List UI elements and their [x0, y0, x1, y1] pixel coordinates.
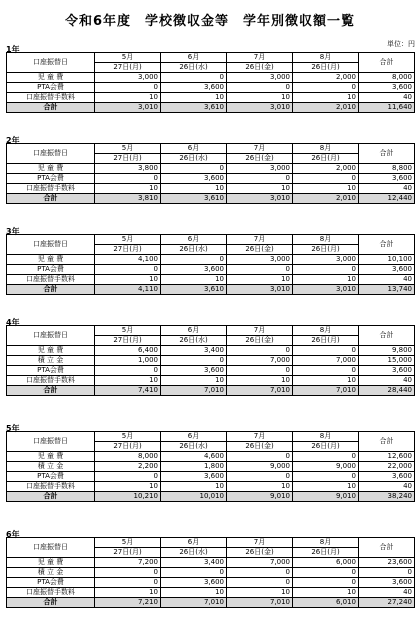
cell-value: 3,600	[161, 83, 227, 93]
cell-value: 10	[95, 588, 161, 598]
cell-value: 8,000	[95, 452, 161, 462]
cell-value: 0	[161, 164, 227, 174]
cell-value: 6,000	[293, 558, 359, 568]
row-label: 児 童 費	[7, 452, 95, 462]
header-total: 合計	[359, 144, 415, 164]
row-total: 9,800	[359, 346, 415, 356]
header-month: 7月	[227, 432, 293, 442]
header-month: 8月	[293, 326, 359, 336]
sum-label: 合計	[7, 492, 95, 502]
cell-value: 0	[293, 366, 359, 376]
sum-value: 3,810	[95, 194, 161, 204]
sum-value: 7,210	[95, 598, 161, 608]
table-row	[7, 462, 415, 472]
cell-value: 10	[95, 184, 161, 194]
cell-value: 0	[95, 472, 161, 482]
row-total: 40	[359, 93, 415, 103]
grand-total: 38,240	[359, 492, 415, 502]
sum-row	[7, 598, 415, 608]
table-row	[7, 568, 415, 578]
row-label: 口座振替手数料	[7, 376, 95, 386]
sum-value: 6,010	[293, 598, 359, 608]
header-date: 26日(金)	[227, 442, 293, 452]
row-label: 児 童 費	[7, 346, 95, 356]
header-date: 26日(水)	[161, 442, 227, 452]
grade-label: 3年	[6, 227, 20, 236]
sum-value: 9,010	[227, 492, 293, 502]
grade-section	[6, 530, 414, 608]
cell-value: 0	[293, 83, 359, 93]
row-total: 40	[359, 482, 415, 492]
header-total: 合計	[359, 326, 415, 346]
cell-value: 3,600	[161, 366, 227, 376]
header-date: 26日(水)	[161, 245, 227, 255]
cell-value: 0	[293, 452, 359, 462]
row-total: 12,600	[359, 452, 415, 462]
row-label: 口座振替手数料	[7, 275, 95, 285]
row-total: 40	[359, 588, 415, 598]
cell-value: 3,000	[227, 255, 293, 265]
table-row	[7, 482, 415, 492]
sum-value: 7,010	[161, 598, 227, 608]
header-date: 26日(水)	[161, 548, 227, 558]
cell-value: 10	[161, 184, 227, 194]
cell-value: 1,800	[161, 462, 227, 472]
table-row	[7, 472, 415, 482]
header-date: 27日(月)	[95, 154, 161, 164]
table-row	[7, 558, 415, 568]
table-row	[7, 452, 415, 462]
header-transfer-date-label: 口座振替日	[7, 53, 95, 73]
cell-value: 10	[293, 588, 359, 598]
row-label: PTA会費	[7, 578, 95, 588]
header-date: 26日(水)	[161, 63, 227, 73]
cell-value: 10	[95, 482, 161, 492]
cell-value: 3,600	[161, 578, 227, 588]
header-date: 26日(月)	[293, 548, 359, 558]
grand-total: 11,640	[359, 103, 415, 113]
cell-value: 0	[95, 568, 161, 578]
sum-value: 9,010	[293, 492, 359, 502]
cell-value: 3,600	[161, 265, 227, 275]
header-month: 5月	[95, 538, 161, 548]
header-month: 5月	[95, 326, 161, 336]
cell-value: 0	[227, 568, 293, 578]
cell-value: 0	[161, 255, 227, 265]
cell-value: 2,000	[293, 164, 359, 174]
table-row	[7, 265, 415, 275]
grand-total: 12,440	[359, 194, 415, 204]
sum-value: 4,110	[95, 285, 161, 295]
sum-value: 10,210	[95, 492, 161, 502]
cell-value: 10	[227, 588, 293, 598]
header-total: 合計	[359, 53, 415, 73]
table-row	[7, 356, 415, 366]
cell-value: 0	[293, 174, 359, 184]
row-label: 口座振替手数料	[7, 482, 95, 492]
row-label: PTA会費	[7, 174, 95, 184]
cell-value: 10	[293, 93, 359, 103]
cell-value: 10	[161, 376, 227, 386]
sum-value: 3,010	[227, 285, 293, 295]
row-label: 児 童 費	[7, 255, 95, 265]
cell-value: 7,000	[293, 356, 359, 366]
cell-value: 0	[161, 568, 227, 578]
row-total: 0	[359, 568, 415, 578]
grand-total: 13,740	[359, 285, 415, 295]
row-total: 40	[359, 275, 415, 285]
sum-value: 7,010	[227, 598, 293, 608]
cell-value: 3,600	[161, 174, 227, 184]
header-transfer-date-label: 口座振替日	[7, 538, 95, 558]
cell-value: 0	[227, 366, 293, 376]
cell-value: 3,000	[227, 73, 293, 83]
cell-value: 0	[95, 265, 161, 275]
table-row	[7, 588, 415, 598]
table-row	[7, 275, 415, 285]
cell-value: 0	[227, 472, 293, 482]
cell-value: 7,200	[95, 558, 161, 568]
header-month: 6月	[161, 235, 227, 245]
header-date: 26日(金)	[227, 548, 293, 558]
grade-table	[6, 325, 415, 396]
grade-table	[6, 143, 415, 204]
header-month: 5月	[95, 144, 161, 154]
sum-row	[7, 386, 415, 396]
header-date: 26日(月)	[293, 154, 359, 164]
sum-label: 合計	[7, 285, 95, 295]
grand-total: 28,440	[359, 386, 415, 396]
row-label: 口座振替手数料	[7, 184, 95, 194]
cell-value: 0	[161, 356, 227, 366]
cell-value: 0	[227, 578, 293, 588]
row-label: PTA会費	[7, 265, 95, 275]
cell-value: 10	[95, 275, 161, 285]
header-date: 27日(月)	[95, 442, 161, 452]
cell-value: 0	[293, 472, 359, 482]
header-transfer-date-label: 口座振替日	[7, 235, 95, 255]
header-date: 26日(金)	[227, 245, 293, 255]
grade-section	[6, 318, 414, 396]
table-row	[7, 255, 415, 265]
row-total: 40	[359, 376, 415, 386]
sum-value: 3,010	[227, 194, 293, 204]
grade-label: 1年	[6, 45, 20, 54]
cell-value: 0	[293, 578, 359, 588]
row-total: 3,600	[359, 265, 415, 275]
cell-value: 0	[95, 366, 161, 376]
sum-value: 3,610	[161, 103, 227, 113]
header-date: 26日(金)	[227, 336, 293, 346]
header-date: 26日(月)	[293, 63, 359, 73]
cell-value: 9,000	[293, 462, 359, 472]
cell-value: 2,200	[95, 462, 161, 472]
cell-value: 0	[293, 265, 359, 275]
header-transfer-date-label: 口座振替日	[7, 144, 95, 164]
header-total: 合計	[359, 235, 415, 255]
row-label: 積 立 金	[7, 568, 95, 578]
row-total: 23,600	[359, 558, 415, 568]
grade-table	[6, 431, 415, 502]
header-month: 8月	[293, 538, 359, 548]
header-date: 26日(月)	[293, 442, 359, 452]
sum-value: 10,010	[161, 492, 227, 502]
cell-value: 2,000	[293, 73, 359, 83]
cell-value: 3,600	[161, 472, 227, 482]
grade-label: 6年	[6, 530, 20, 539]
header-date: 26日(水)	[161, 154, 227, 164]
cell-value: 4,600	[161, 452, 227, 462]
header-month: 6月	[161, 53, 227, 63]
grade-section	[6, 424, 414, 502]
sum-value: 7,010	[293, 386, 359, 396]
row-total: 15,000	[359, 356, 415, 366]
grade-section	[6, 45, 414, 113]
header-month: 6月	[161, 326, 227, 336]
header-month: 6月	[161, 432, 227, 442]
header-total: 合計	[359, 538, 415, 558]
grade-section	[6, 136, 414, 204]
cell-value: 10	[227, 376, 293, 386]
cell-value: 6,400	[95, 346, 161, 356]
header-total: 合計	[359, 432, 415, 452]
header-month: 5月	[95, 432, 161, 442]
header-month: 8月	[293, 144, 359, 154]
header-date: 27日(月)	[95, 245, 161, 255]
cell-value: 0	[227, 265, 293, 275]
sum-value: 3,610	[161, 194, 227, 204]
grade-table	[6, 234, 415, 295]
grade-label: 5年	[6, 424, 20, 433]
cell-value: 3,000	[95, 73, 161, 83]
header-month: 7月	[227, 235, 293, 245]
sum-label: 合計	[7, 386, 95, 396]
header-transfer-date-label: 口座振替日	[7, 326, 95, 346]
cell-value: 0	[161, 73, 227, 83]
row-label: 口座振替手数料	[7, 93, 95, 103]
cell-value: 10	[293, 275, 359, 285]
cell-value: 10	[227, 184, 293, 194]
grade-section	[6, 227, 414, 295]
sum-label: 合計	[7, 598, 95, 608]
sum-label: 合計	[7, 103, 95, 113]
cell-value: 10	[227, 93, 293, 103]
cell-value: 0	[95, 83, 161, 93]
cell-value: 0	[227, 174, 293, 184]
cell-value: 10	[227, 482, 293, 492]
row-label: 積 立 金	[7, 462, 95, 472]
cell-value: 4,100	[95, 255, 161, 265]
row-total: 3,600	[359, 578, 415, 588]
row-total: 3,600	[359, 366, 415, 376]
grand-total: 27,240	[359, 598, 415, 608]
row-label: PTA会費	[7, 366, 95, 376]
row-total: 40	[359, 184, 415, 194]
cell-value: 3,800	[95, 164, 161, 174]
row-label: PTA会費	[7, 83, 95, 93]
grade-table	[6, 52, 415, 113]
table-row	[7, 83, 415, 93]
sum-row	[7, 285, 415, 295]
header-date: 26日(月)	[293, 245, 359, 255]
table-row	[7, 73, 415, 83]
sum-value: 3,010	[227, 103, 293, 113]
sum-value: 3,010	[293, 285, 359, 295]
row-label: 積 立 金	[7, 356, 95, 366]
table-row	[7, 174, 415, 184]
sum-value: 2,010	[293, 103, 359, 113]
header-month: 6月	[161, 538, 227, 548]
row-label: PTA会費	[7, 472, 95, 482]
sum-row	[7, 194, 415, 204]
row-total: 22,000	[359, 462, 415, 472]
cell-value: 10	[293, 376, 359, 386]
cell-value: 3,400	[161, 346, 227, 356]
cell-value: 0	[95, 174, 161, 184]
sum-label: 合計	[7, 194, 95, 204]
grade-label: 2年	[6, 136, 20, 145]
cell-value: 3,400	[161, 558, 227, 568]
header-month: 5月	[95, 53, 161, 63]
cell-value: 1,000	[95, 356, 161, 366]
header-month: 5月	[95, 235, 161, 245]
header-date: 26日(月)	[293, 336, 359, 346]
cell-value: 0	[227, 346, 293, 356]
row-total: 3,600	[359, 472, 415, 482]
cell-value: 0	[293, 346, 359, 356]
header-month: 7月	[227, 538, 293, 548]
cell-value: 0	[95, 578, 161, 588]
table-row	[7, 578, 415, 588]
header-date: 26日(水)	[161, 336, 227, 346]
cell-value: 7,000	[227, 356, 293, 366]
sum-row	[7, 103, 415, 113]
cell-value: 10	[95, 93, 161, 103]
table-row	[7, 376, 415, 386]
sum-value: 3,610	[161, 285, 227, 295]
table-row	[7, 164, 415, 174]
header-date: 26日(金)	[227, 154, 293, 164]
table-row	[7, 346, 415, 356]
sum-value: 3,010	[95, 103, 161, 113]
cell-value: 0	[227, 452, 293, 462]
header-month: 6月	[161, 144, 227, 154]
table-row	[7, 366, 415, 376]
sum-value: 7,010	[161, 386, 227, 396]
cell-value: 10	[293, 184, 359, 194]
row-label: 児 童 費	[7, 558, 95, 568]
row-label: 児 童 費	[7, 73, 95, 83]
sum-value: 7,410	[95, 386, 161, 396]
sum-value: 7,010	[227, 386, 293, 396]
row-total: 3,600	[359, 83, 415, 93]
cell-value: 0	[293, 568, 359, 578]
header-date: 27日(月)	[95, 63, 161, 73]
cell-value: 3,000	[227, 164, 293, 174]
unit-label: 単位：円	[387, 40, 415, 48]
row-label: 口座振替手数料	[7, 588, 95, 598]
grade-label: 4年	[6, 318, 20, 327]
header-transfer-date-label: 口座振替日	[7, 432, 95, 452]
cell-value: 10	[95, 376, 161, 386]
header-month: 7月	[227, 144, 293, 154]
table-row	[7, 93, 415, 103]
sum-row	[7, 492, 415, 502]
header-month: 8月	[293, 53, 359, 63]
cell-value: 7,000	[227, 558, 293, 568]
document-title: 令和6年度 学校徴収金等 学年別徴収額一覧	[64, 14, 356, 29]
row-total: 8,000	[359, 73, 415, 83]
row-total: 3,600	[359, 174, 415, 184]
header-date: 26日(金)	[227, 63, 293, 73]
cell-value: 10	[161, 588, 227, 598]
header-month: 8月	[293, 432, 359, 442]
cell-value: 9,000	[227, 462, 293, 472]
cell-value: 10	[293, 482, 359, 492]
cell-value: 3,000	[293, 255, 359, 265]
row-total: 10,100	[359, 255, 415, 265]
table-row	[7, 184, 415, 194]
grade-table	[6, 537, 415, 608]
cell-value: 10	[161, 482, 227, 492]
header-date: 27日(月)	[95, 548, 161, 558]
header-month: 7月	[227, 326, 293, 336]
row-total: 8,800	[359, 164, 415, 174]
cell-value: 10	[161, 275, 227, 285]
cell-value: 0	[227, 83, 293, 93]
sum-value: 2,010	[293, 194, 359, 204]
header-date: 27日(月)	[95, 336, 161, 346]
cell-value: 10	[161, 93, 227, 103]
row-label: 児 童 費	[7, 164, 95, 174]
header-month: 7月	[227, 53, 293, 63]
cell-value: 10	[227, 275, 293, 285]
header-month: 8月	[293, 235, 359, 245]
